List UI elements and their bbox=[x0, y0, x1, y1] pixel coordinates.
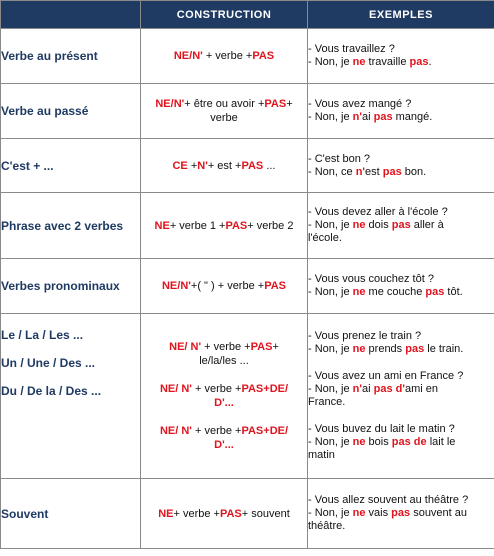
negation-word: pas d' bbox=[373, 383, 405, 395]
negation-word: pas de bbox=[391, 436, 427, 448]
text-segment: tôt. bbox=[444, 286, 463, 298]
negation-word: ne bbox=[352, 286, 366, 298]
text-segment: - Vous travaillez ? bbox=[308, 43, 395, 55]
negation-word: PAS bbox=[225, 219, 248, 232]
negation-word: PAS+DE/ bbox=[241, 383, 289, 395]
text-segment: + est + bbox=[207, 159, 242, 172]
text-segment: vais bbox=[365, 507, 392, 519]
examples-cell bbox=[308, 314, 494, 479]
text-line bbox=[308, 449, 494, 462]
text-segment: le/la/les ... bbox=[199, 355, 249, 367]
negation-word: PAS bbox=[250, 341, 273, 353]
text-line bbox=[308, 111, 494, 124]
negation-word: ne bbox=[352, 507, 366, 519]
text-line bbox=[141, 438, 307, 452]
construction-cell bbox=[141, 193, 308, 259]
text-segment: lait le bbox=[426, 436, 456, 448]
text-segment: ... bbox=[263, 159, 276, 172]
negation-word: NE/N' bbox=[173, 50, 203, 62]
text-line bbox=[308, 286, 494, 299]
text-segment: + verbe + bbox=[173, 507, 220, 520]
text-segment: - Non, je bbox=[308, 507, 353, 519]
negation-word: n' bbox=[352, 383, 362, 395]
text-segment: verbe bbox=[210, 112, 238, 124]
text-segment: - Vous devez aller à l'école ? bbox=[308, 206, 448, 218]
table-row bbox=[1, 193, 494, 259]
text-segment: mangé. bbox=[392, 111, 433, 123]
text-line bbox=[308, 166, 494, 179]
row-label: Du / De la / Des ... bbox=[1, 384, 102, 398]
examples-cell bbox=[308, 193, 494, 259]
text-line bbox=[308, 396, 494, 409]
text-segment: - Non, je bbox=[308, 286, 353, 298]
negation-word: pas bbox=[382, 165, 402, 178]
negation-word: pas bbox=[409, 56, 429, 68]
text-segment: prends bbox=[365, 343, 406, 355]
text-line bbox=[141, 340, 307, 354]
text-segment: - C'est bon ? bbox=[308, 152, 371, 165]
text-segment: - Non, je bbox=[308, 219, 353, 231]
table-row bbox=[1, 29, 494, 84]
table-row bbox=[1, 479, 494, 549]
text-segment: matin bbox=[308, 449, 335, 461]
text-segment: - Vous vous couchez tôt ? bbox=[308, 273, 434, 285]
text-segment: + être ou avoir + bbox=[184, 98, 265, 110]
text-line bbox=[141, 159, 307, 173]
negation-word: NE/ N' bbox=[169, 341, 202, 353]
text-segment: - Non, je bbox=[308, 111, 353, 123]
row-label-group bbox=[1, 314, 141, 479]
header-row bbox=[1, 1, 494, 29]
text-segment: ami en bbox=[404, 383, 438, 395]
table-row bbox=[1, 314, 494, 479]
row-label: Phrase avec 2 verbes bbox=[1, 193, 141, 259]
text-line bbox=[308, 153, 494, 166]
negation-word: NE/N' bbox=[161, 280, 191, 292]
negation-word: pas bbox=[391, 507, 411, 519]
text-line bbox=[308, 370, 494, 383]
table-row bbox=[1, 139, 494, 193]
text-segment: - Non, je bbox=[308, 343, 353, 355]
text-segment: - Vous buvez du lait le matin ? bbox=[308, 423, 455, 435]
text-segment: bois bbox=[365, 436, 392, 448]
text-line bbox=[141, 219, 307, 233]
text-block bbox=[308, 273, 494, 299]
text-segment: - Non, je bbox=[308, 436, 353, 448]
negation-word: ne bbox=[352, 56, 366, 68]
text-line bbox=[308, 436, 494, 449]
text-segment: France. bbox=[308, 396, 346, 408]
negation-word: PAS bbox=[252, 50, 275, 62]
text-block bbox=[141, 340, 307, 368]
text-line bbox=[308, 507, 494, 520]
text-line bbox=[308, 232, 494, 245]
text-block bbox=[308, 423, 494, 462]
row-label: Verbe au présent bbox=[1, 29, 141, 84]
text-segment: travaille bbox=[365, 56, 410, 68]
text-line bbox=[141, 49, 307, 63]
row-label: Le / La / Les ... bbox=[1, 328, 84, 342]
text-segment: théâtre. bbox=[308, 520, 346, 532]
negation-word: NE/ N' bbox=[159, 383, 192, 395]
negation-word: pas bbox=[373, 111, 393, 123]
text-block bbox=[308, 330, 494, 356]
text-line bbox=[308, 330, 494, 343]
text-segment: + verbe + bbox=[201, 341, 251, 353]
text-segment: - Non, je bbox=[308, 383, 353, 395]
text-segment: - Vous prenez le train ? bbox=[308, 330, 422, 342]
text-segment: l'école. bbox=[308, 232, 342, 244]
text-line bbox=[141, 507, 307, 521]
text-line bbox=[141, 424, 307, 438]
negation-word: pas bbox=[405, 343, 425, 355]
negation-word: NE/ N' bbox=[159, 425, 192, 437]
text-block bbox=[308, 494, 494, 533]
text-block bbox=[308, 153, 494, 179]
examples-cell bbox=[308, 139, 494, 193]
header-empty-cell bbox=[1, 1, 141, 29]
text-segment: - Non, je bbox=[308, 56, 353, 68]
examples-cell bbox=[308, 29, 494, 84]
negation-word: NE/N' bbox=[155, 98, 185, 110]
negation-word: PAS bbox=[264, 280, 287, 292]
text-line bbox=[141, 279, 307, 293]
text-segment: souvent au bbox=[410, 507, 468, 519]
text-segment: - Vous avez un ami en France ? bbox=[308, 370, 464, 382]
negation-word: N' bbox=[197, 159, 208, 172]
text-block bbox=[308, 206, 494, 245]
negation-word: D'... bbox=[214, 439, 234, 451]
text-segment: + verbe + bbox=[191, 425, 242, 437]
text-segment: ai bbox=[361, 111, 374, 123]
text-line bbox=[308, 43, 494, 56]
negation-word: PAS bbox=[241, 159, 264, 172]
construction-cell bbox=[141, 259, 308, 314]
text-line bbox=[308, 520, 494, 533]
text-segment: . bbox=[428, 56, 432, 68]
construction-cell bbox=[141, 139, 308, 193]
text-line bbox=[141, 396, 307, 410]
negation-word: n' bbox=[352, 111, 362, 123]
negation-word: ne bbox=[352, 436, 366, 448]
row-label: Un / Une / Des ... bbox=[1, 356, 96, 370]
text-line bbox=[141, 382, 307, 396]
text-line bbox=[141, 97, 307, 111]
text-line bbox=[308, 494, 494, 507]
row-label: C'est + ... bbox=[1, 139, 141, 193]
construction-cell bbox=[141, 314, 308, 479]
examples-cell bbox=[308, 259, 494, 314]
row-label: Verbes pronominaux bbox=[1, 259, 141, 314]
row-label: Souvent bbox=[1, 479, 141, 549]
text-segment: + verbe + bbox=[202, 50, 253, 62]
text-segment: ai bbox=[361, 383, 374, 395]
negation-word: NE bbox=[154, 219, 170, 232]
construction-cell bbox=[141, 479, 308, 549]
examples-cell bbox=[308, 479, 494, 549]
negation-word: NE bbox=[158, 507, 174, 520]
header-exemples: EXEMPLES bbox=[308, 1, 494, 29]
text-block bbox=[141, 424, 307, 452]
examples-cell bbox=[308, 84, 494, 139]
header-construction: CONSTRUCTION bbox=[141, 1, 308, 29]
negation-word: n' bbox=[355, 165, 366, 178]
text-segment: + bbox=[272, 341, 279, 353]
negation-word: ne bbox=[352, 343, 366, 355]
text-block bbox=[308, 98, 494, 124]
negation-word: PAS+DE/ bbox=[241, 425, 289, 437]
text-segment: + bbox=[187, 159, 198, 172]
text-segment: +( " ) + verbe + bbox=[190, 280, 265, 292]
text-line bbox=[308, 383, 494, 396]
text-line bbox=[308, 98, 494, 111]
text-segment: + bbox=[286, 98, 293, 110]
construction-cell bbox=[141, 84, 308, 139]
text-line bbox=[141, 111, 307, 125]
text-line bbox=[141, 354, 307, 368]
table-row bbox=[1, 84, 494, 139]
text-segment: - Non, ce bbox=[308, 165, 356, 178]
text-segment: dois bbox=[365, 219, 392, 231]
text-segment: est bbox=[365, 165, 383, 178]
text-segment: me couche bbox=[365, 286, 426, 298]
text-line bbox=[308, 56, 494, 69]
negation-word: pas bbox=[391, 219, 411, 231]
text-line bbox=[308, 219, 494, 232]
text-segment: bon. bbox=[401, 165, 427, 178]
text-segment: + verbe 2 bbox=[247, 219, 294, 232]
text-segment: le train. bbox=[424, 343, 464, 355]
text-segment: + souvent bbox=[241, 507, 290, 520]
negation-word: pas bbox=[425, 286, 445, 298]
text-segment: - Vous allez souvent au théâtre ? bbox=[308, 494, 469, 506]
text-block bbox=[308, 43, 494, 69]
text-segment: - Vous avez mangé ? bbox=[308, 98, 412, 110]
text-line bbox=[308, 273, 494, 286]
text-line bbox=[308, 343, 494, 356]
negation-word: CE bbox=[172, 159, 188, 172]
negation-word: PAS bbox=[219, 507, 242, 520]
text-line bbox=[308, 206, 494, 219]
text-segment: aller à bbox=[410, 219, 444, 231]
text-line bbox=[308, 423, 494, 436]
text-block bbox=[308, 370, 494, 409]
text-segment: + verbe + bbox=[191, 383, 242, 395]
text-segment: + verbe 1 + bbox=[169, 219, 226, 232]
text-block bbox=[141, 382, 307, 410]
negation-word: PAS bbox=[264, 98, 287, 110]
construction-cell bbox=[141, 29, 308, 84]
row-label: Verbe au passé bbox=[1, 84, 141, 139]
table-row bbox=[1, 259, 494, 314]
negation-word: ne bbox=[352, 219, 366, 231]
negation-word: D'... bbox=[214, 397, 234, 409]
